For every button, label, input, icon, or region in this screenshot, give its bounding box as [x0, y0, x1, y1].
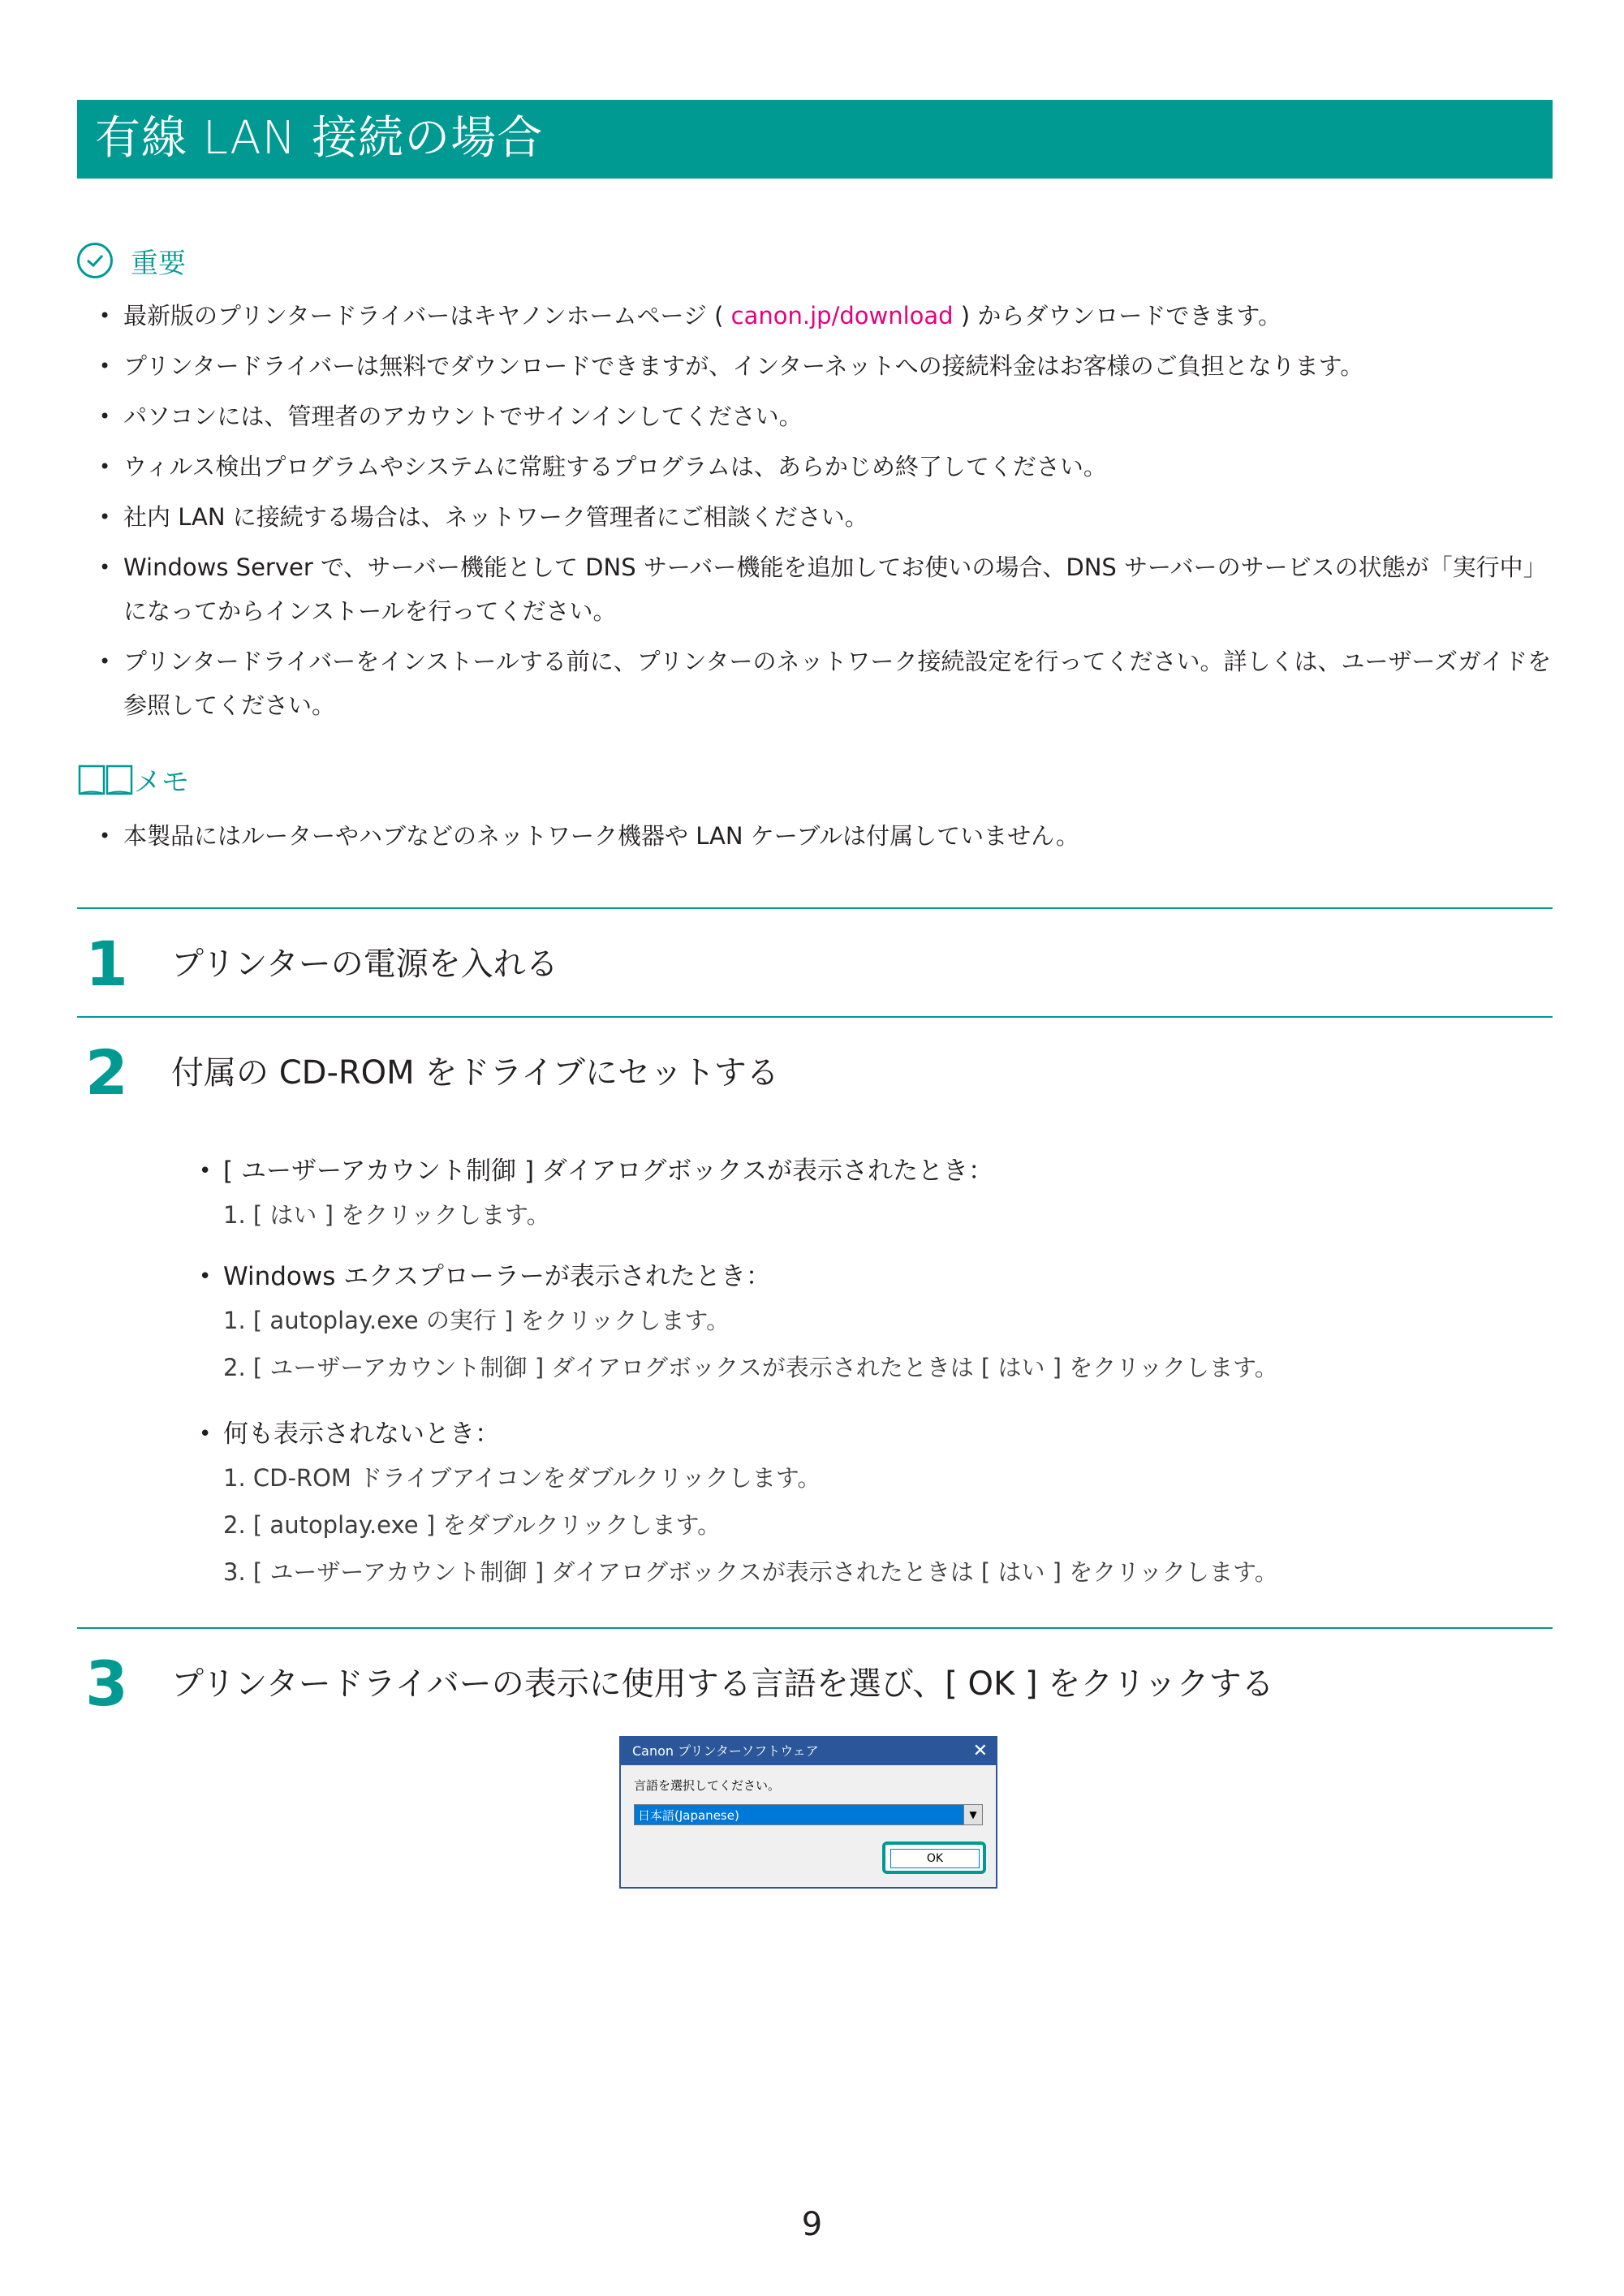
case-steps [199, 1191, 1538, 1238]
important-heading-label: 重要 [131, 247, 186, 280]
chevron-down-icon[interactable]: ▼ [963, 1805, 982, 1824]
step-title: 付属の CD-ROM をドライブにセットする [171, 1054, 779, 1092]
case-steps [199, 1454, 1538, 1596]
item-text: ) からダウンロードできます。 [953, 302, 1282, 330]
language-select[interactable] [634, 1804, 983, 1825]
list-item [77, 294, 1562, 338]
case-heading: • Windows エクスプローラーが表示されたとき： [199, 1256, 1538, 1297]
divider [77, 1016, 1553, 1018]
case-step: 2. [ autoplay.exe ] をダブルクリックします。 [223, 1511, 722, 1539]
ok-button[interactable]: OK [890, 1849, 980, 1868]
divider [77, 1627, 1553, 1629]
section-title-bar [77, 100, 1553, 179]
case-step: 1. [ autoplay.exe の実行 ] をクリックします。 [223, 1307, 730, 1334]
list-item: • パソコンには、管理者のアカウントでサインインしてください。 [77, 394, 1562, 438]
important-heading [77, 240, 186, 281]
ok-button-highlight [882, 1842, 986, 1874]
step-3 [77, 1645, 1553, 1723]
step-number: 3 [85, 1648, 128, 1720]
step-1 [77, 925, 1553, 1003]
item-text: 最新版のプリンタードライバーはキヤノンホームページ ( [123, 302, 731, 330]
case-step: 1. CD-ROM ドライブアイコンをダブルクリックします。 [223, 1464, 821, 1492]
case-step: 3. [ ユーザーアカウント制御 ] ダイアログボックスが表示されたときは [ はい ] をクリックします。 [223, 1558, 1278, 1586]
step-2 [77, 1034, 1553, 1112]
dialog-label: 言語を選択してください。 [634, 1778, 781, 1793]
list-item: • ウィルス検出プログラムやシステムに常駐するプログラムは、あらかじめ終了してください。 [77, 445, 1562, 489]
case-step: 2. [ ユーザーアカウント制御 ] ダイアログボックスが表示されたときは [ はい ] をクリックします。 [223, 1354, 1278, 1381]
language-dialog [619, 1736, 997, 1889]
dialog-title: Canon プリンターソフトウェア [632, 1743, 819, 1759]
case-steps [199, 1297, 1538, 1391]
check-circle-icon [77, 243, 113, 278]
important-list [77, 294, 1562, 734]
list-item: • 社内 LAN に接続する場合は、ネットワーク管理者にご相談ください。 [77, 495, 1562, 539]
list-item: • 本製品にはルーターやハブなどのネットワーク機器や LAN ケーブルは付属していません。 [77, 814, 1562, 858]
book-icon [77, 761, 134, 797]
case-uac [199, 1151, 1538, 1238]
language-select-value: 日本語(Japanese) [638, 1808, 739, 1823]
case-step: 1. [ はい ] をクリックします。 [223, 1201, 550, 1229]
divider [77, 907, 1553, 909]
step-title: プリンターの電源を入れる [171, 946, 558, 983]
step-number: 1 [85, 928, 128, 1000]
page-title: 有線 LAN 接続の場合 [95, 112, 544, 165]
list-item: • プリンタードライバーをインストールする前に、プリンターのネットワーク接続設定を行ってください。詳しくは、ユーザーズガイドを参照してください。 [77, 640, 1562, 727]
close-icon[interactable]: ✕ [972, 1741, 988, 1761]
memo-heading-label: メモ [134, 765, 189, 799]
step-number: 2 [85, 1036, 128, 1109]
case-heading: • [ ユーザーアカウント制御 ] ダイアログボックスが表示されたとき： [199, 1151, 1538, 1191]
case-nothing [199, 1414, 1538, 1596]
memo-heading [77, 759, 189, 799]
page-number: 9 [801, 2206, 823, 2243]
case-heading: • 何も表示されないとき： [199, 1414, 1538, 1454]
memo-list [77, 814, 1562, 864]
dialog-titlebar [621, 1738, 996, 1765]
step-title: プリンタードライバーの表示に使用する言語を選び、[ OK ] をクリックする [171, 1665, 1274, 1703]
list-item: • Windows Server で、サーバー機能として DNS サーバー機能を追加してお使いの場合、DNS サーバーのサービスの状態が「実行中」になってからインストールを行ってください。 [77, 545, 1562, 633]
download-link[interactable]: canon.jp/download [730, 302, 954, 330]
list-item: • プリンタードライバーは無料でダウンロードできますが、インターネットへの接続料金はお客様のご負担となります。 [77, 344, 1562, 388]
case-explorer [199, 1256, 1538, 1391]
